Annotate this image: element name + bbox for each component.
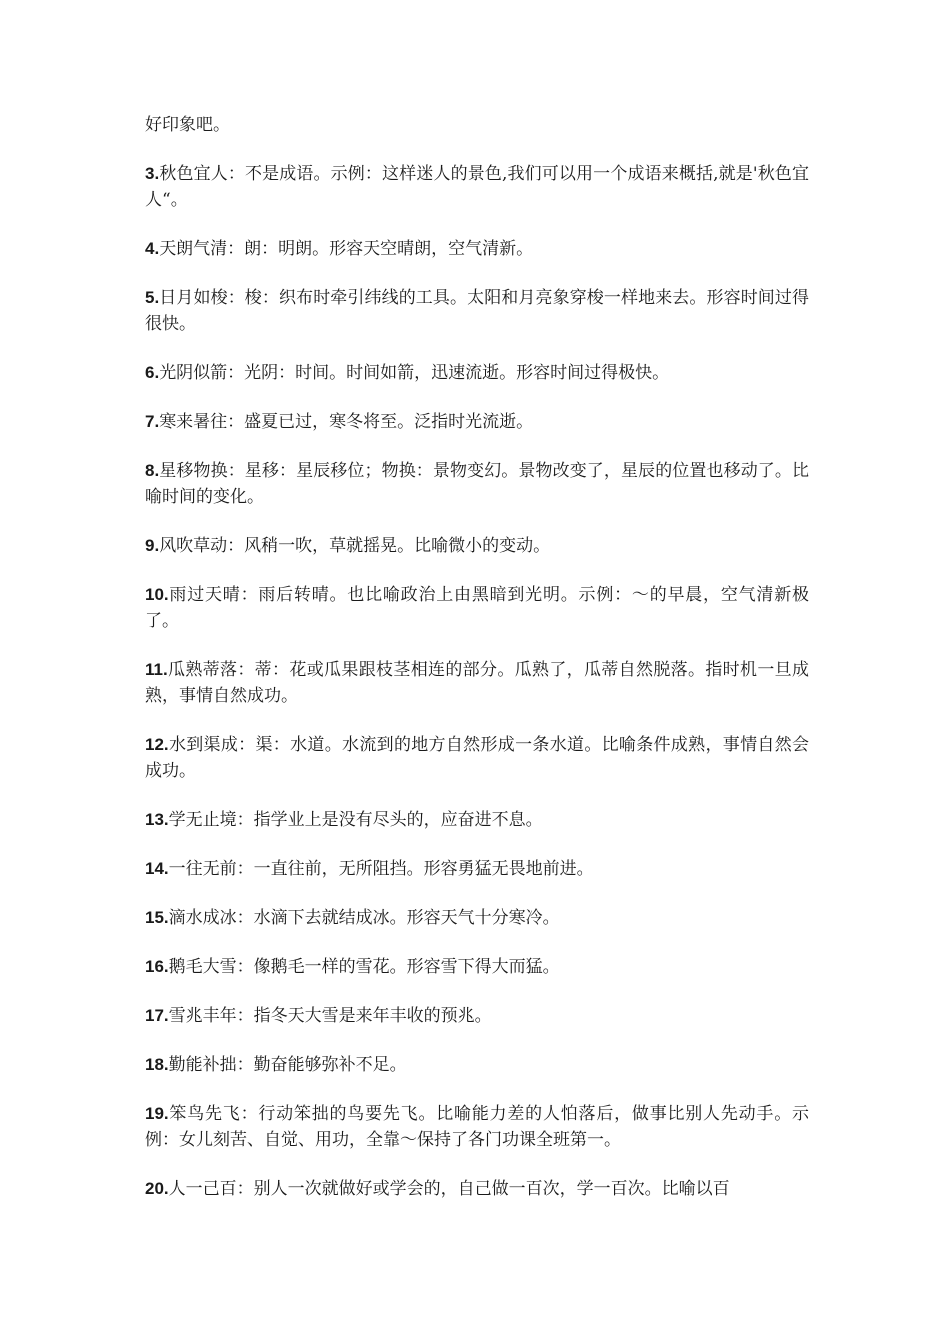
entry-paragraph [145,236,809,262]
entry-text: 雪兆丰年：指冬天大雪是来年丰收的预兆。 [168,1006,492,1026]
entry-paragraph [145,954,809,980]
entry-text: 光阴似箭：光阴：时间。时间如箭，迅速流逝。形容时间过得极快。 [159,363,670,383]
entry-text: 一往无前：一直往前，无所阻挡。形容勇猛无畏地前进。 [168,859,594,879]
entry-paragraph [145,1176,809,1202]
entry-paragraph [145,409,809,435]
entry-text: 秋色宜人：不是成语。示例：这样迷人的景色,我们可以用一个成语来概括,就是'秋色宜人“。 [145,164,809,210]
entry-text: 天朗气清：朗：明朗。形容天空晴朗，空气清新。 [159,239,534,259]
entry-number: 8. [145,461,160,480]
entry-number: 20. [145,1179,169,1198]
entry-text: 笨鸟先飞：行动笨拙的鸟要先飞。比喻能力差的人怕落后，做事比别人先动手。示例：女儿刻苦、自觉、用功，全靠～保持了各门功课全班第一。 [145,1104,809,1150]
entry-paragraph [145,533,809,559]
entry-number: 14. [145,859,169,878]
entry-paragraph [145,732,809,784]
entry-text: 勤能补拙：勤奋能够弥补不足。 [168,1055,407,1075]
entry-number: 12. [145,735,169,754]
entry-paragraph [145,458,809,510]
entry-text: 学无止境：指学业上是没有尽头的，应奋进不息。 [168,810,543,830]
entry-paragraph [145,657,809,709]
entry-number: 13. [145,810,169,829]
entry-text: 水到渠成：渠：水道。水流到的地方自然形成一条水道。比喻条件成熟，事情自然会成功。 [145,735,809,781]
entry-paragraph [145,360,809,386]
entry-number: 18. [145,1055,169,1074]
entry-number: 6. [145,363,160,382]
entry-paragraph [145,582,809,634]
entry-paragraph [145,161,809,213]
entry-number: 16. [145,957,169,976]
entry-text: 人一己百：别人一次就做好或学会的，自己做一百次，学一百次。比喻以百 [168,1179,730,1199]
entry-number: 7. [145,412,160,431]
entry-paragraph [145,1101,809,1153]
entry-text: 寒来暑往：盛夏已过，寒冬将至。泛指时光流逝。 [159,412,534,432]
entry-text: 瓜熟蒂落：蒂：花或瓜果跟枝茎相连的部分。瓜熟了，瓜蒂自然脱落。指时机一旦成熟，事情自然成功。 [145,660,809,706]
intro-paragraph: 好印象吧。 [145,115,230,135]
entry-text: 鹅毛大雪：像鹅毛一样的雪花。形容雪下得大而猛。 [168,957,560,977]
entry-text: 雨过天晴：雨后转晴。也比喻政治上由黑暗到光明。示例：～的早晨，空气清新极了。 [145,585,809,631]
entry-number: 5. [145,288,160,307]
entry-paragraph [145,285,809,337]
entry-paragraph [145,1003,809,1029]
entry-paragraph [145,905,809,931]
entry-paragraph [145,1052,809,1078]
entry-text: 滴水成冰：水滴下去就结成冰。形容天气十分寒冷。 [168,908,560,928]
entry-number: 3. [145,164,160,183]
entry-number: 11. [145,660,168,679]
entry-text: 星移物换：星移：星辰移位；物换：景物变幻。景物改变了，星辰的位置也移动了。比喻时间的变化。 [145,461,809,507]
entry-number: 9. [145,536,160,555]
entry-number: 19. [145,1104,169,1123]
entry-text: 风吹草动：风稍一吹，草就摇晃。比喻微小的变动。 [159,536,551,556]
entry-paragraph [145,856,809,882]
entry-paragraph [145,807,809,833]
entry-text: 日月如梭：梭：织布时牵引纬线的工具。太阳和月亮象穿梭一样地来去。形容时间过得很快。 [145,288,809,334]
entry-number: 15. [145,908,169,927]
document-body [145,112,809,1225]
entry-number: 10. [145,585,169,604]
entry-number: 4. [145,239,160,258]
entry-number: 17. [145,1006,169,1025]
